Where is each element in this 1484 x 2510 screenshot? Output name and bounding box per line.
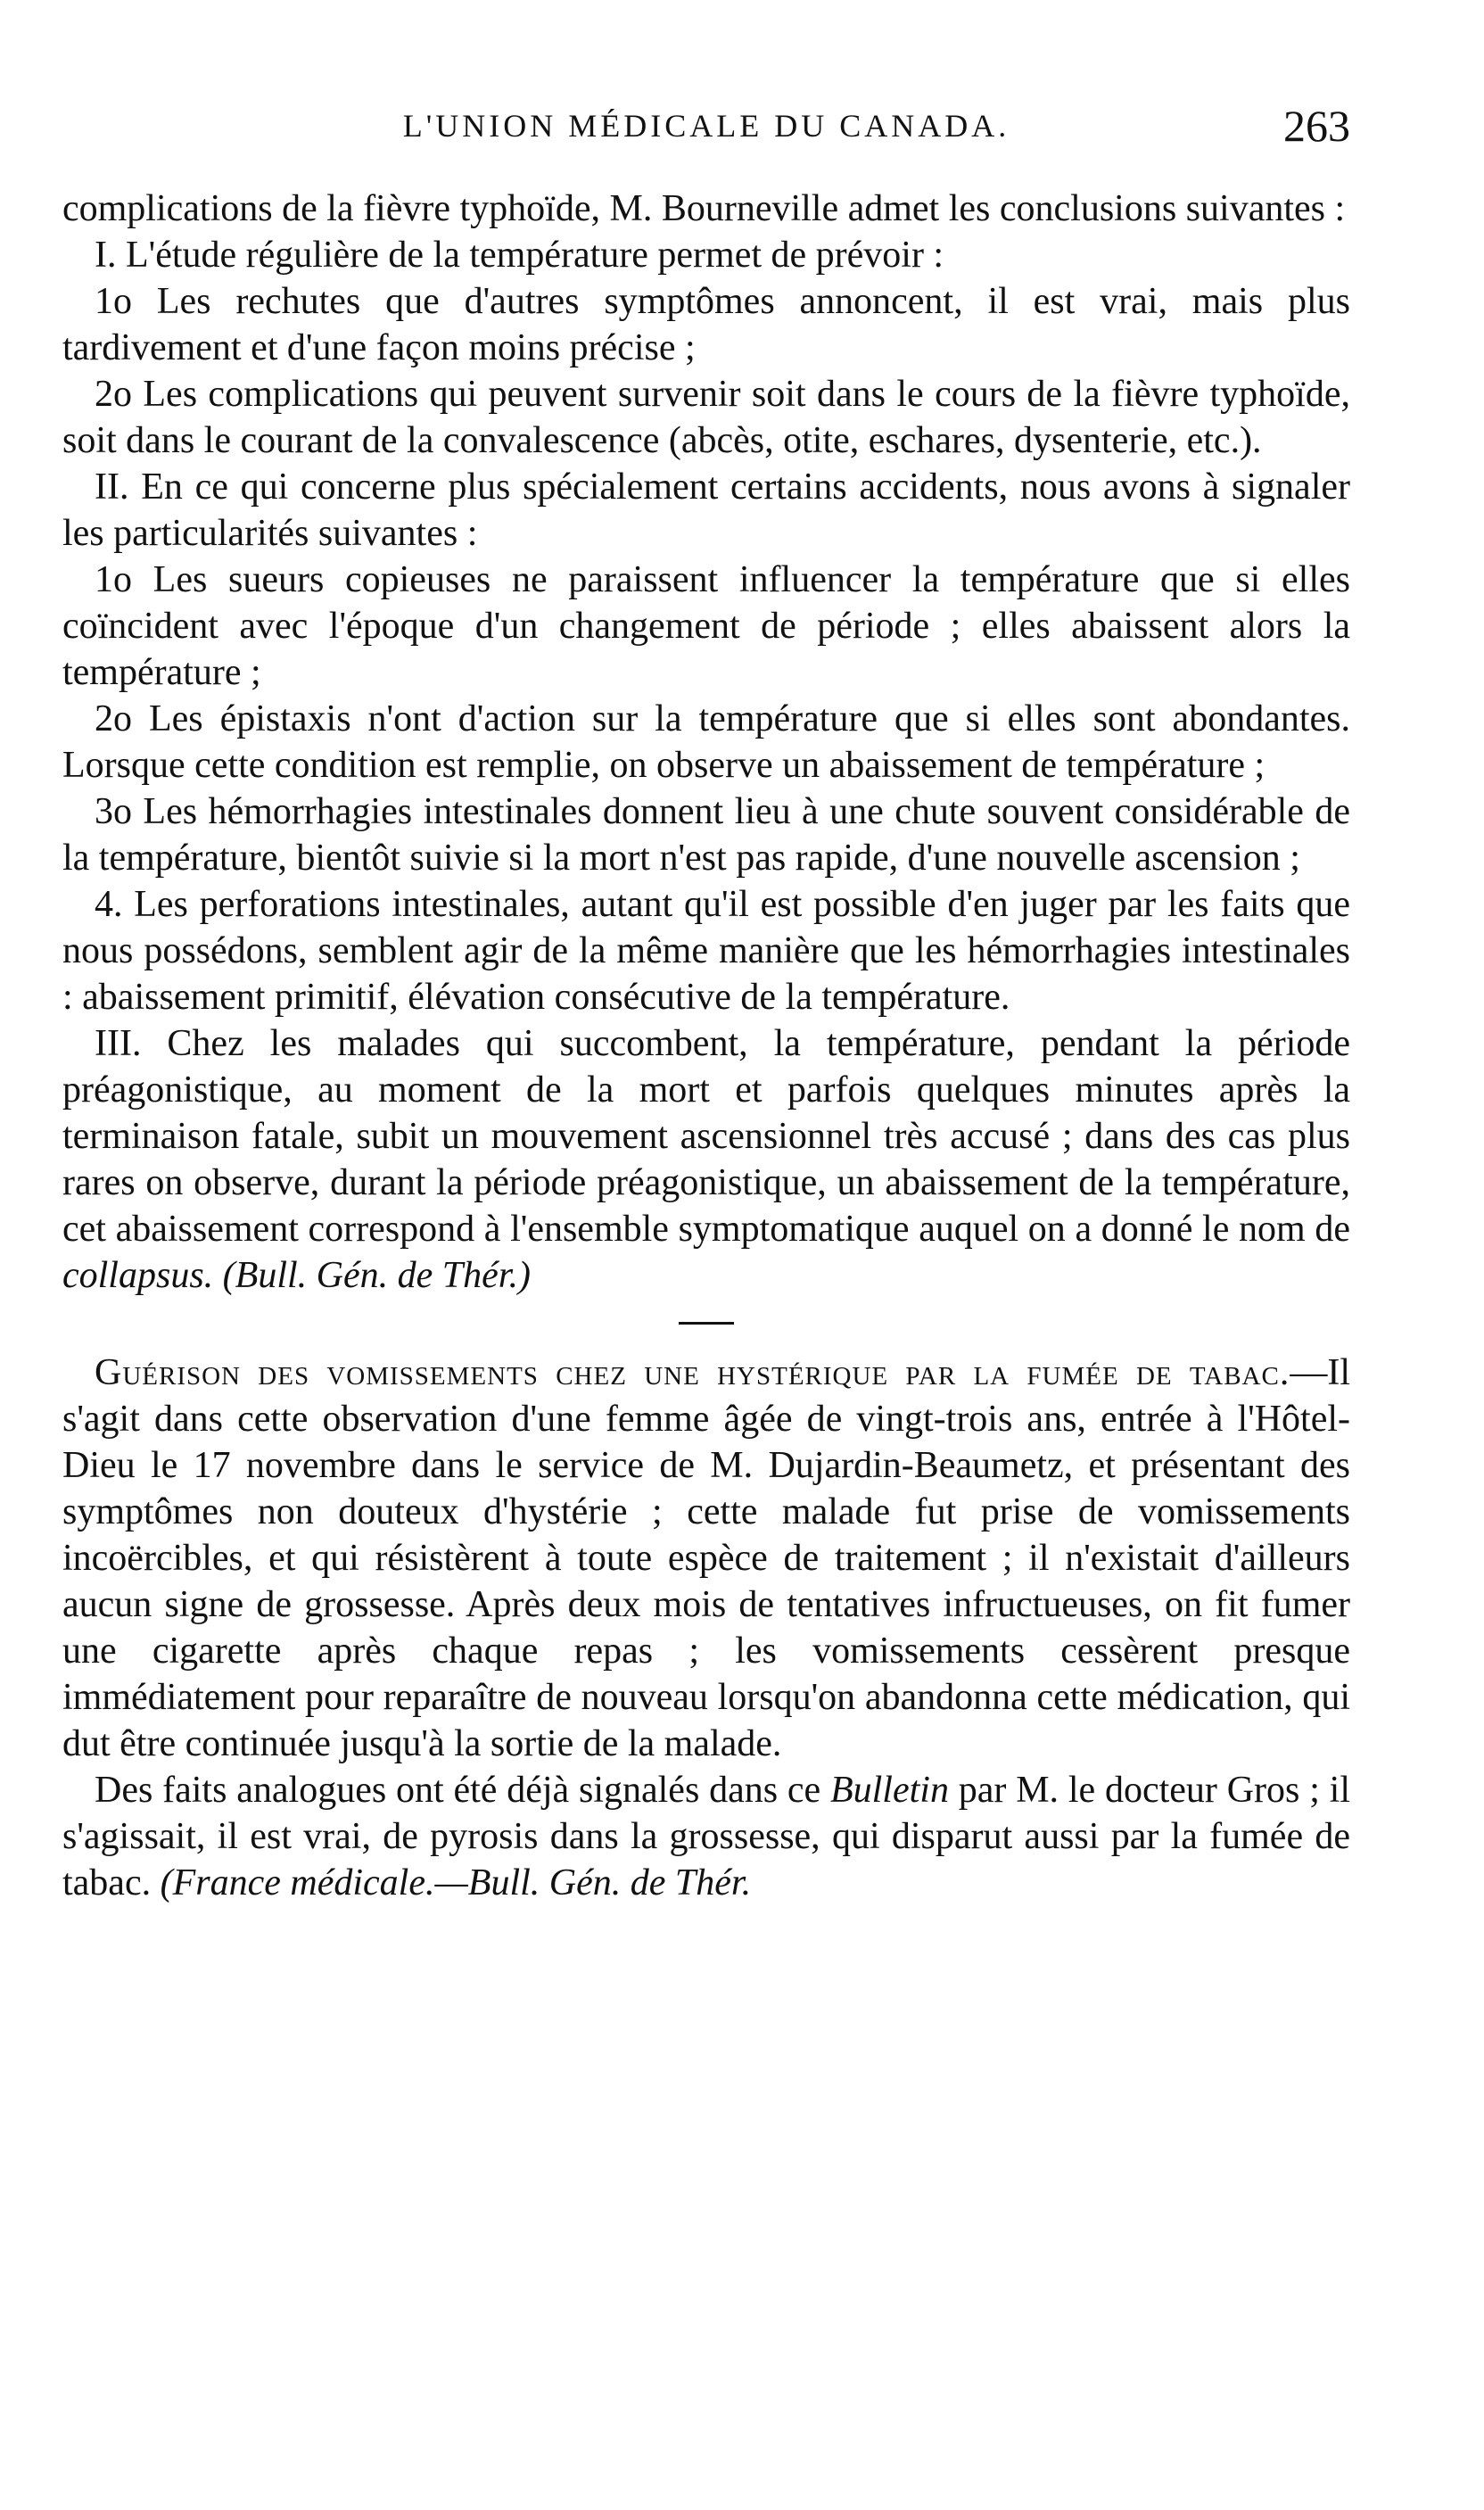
page-number: 263	[1283, 101, 1350, 151]
body-text	[62, 186, 1350, 1906]
section-3-paragraph	[62, 1020, 1350, 1299]
article-2-source: (France médicale.—Bull. Gén. de Thér.	[160, 1862, 752, 1903]
section-2-item-1: 1o Les sueurs copieuses ne paraissent influencer la température que si elles coïncident avec l'époque d'un changement de période ; elles abaissent alors la température ;	[62, 559, 1350, 693]
book-page	[62, 101, 1351, 1906]
article-2-paragraph-1	[62, 1350, 1350, 1767]
article-2-p2-start: Des faits analogues ont été déjà signalés dans ce	[95, 1770, 821, 1811]
section-divider	[679, 1322, 734, 1325]
article-2-p2-end: par M. le docteur Gros ; il s'agissait, il est vrai, de pyrosis dans la grossesse, qui disparut aussi par la fumée de tabac.	[62, 1770, 1351, 1903]
section-1-item-2: 2o Les complications qui peuvent survenir soit dans le cours de la fièvre typhoïde, soit dans le courant de la convalescence (abcès, otite, eschares, dysenterie, etc.).	[62, 374, 1350, 461]
running-title: L'UNION MÉDICALE DU CANADA.	[402, 108, 1010, 144]
intro-paragraph: complications de la fièvre typhoïde, M. Bourneville admet les conclusions suivantes :	[62, 188, 1346, 229]
section-3-text: III. Chez les malades qui succombent, la température, pendant la période préagonistique, au moment de la mort et parfois quelques minutes après la terminaison fatale, subit un mouvement ascensionnel très accusé ; dans des cas plus rares on observe, durant la période préagonistique, un abaissement de la température, cet abaissement correspond à l'ensemble symptomatique auquel on a donné le nom de	[62, 1023, 1350, 1250]
section-2-item-2: 2o Les épistaxis n'ont d'action sur la température que si elles sont abondantes. Lorsque cette condition est remplie, on observe un abaissement de température ;	[62, 698, 1350, 786]
section-2-item-4: 4. Les perforations intestinales, autant qu'il est possible d'en juger par les faits que nous possédons, semblent agir de la même manière que les hémorrhagies intestinales : abaissement primitif, élévation consécutive de la température.	[62, 884, 1350, 1018]
collapsus-term: collapsus.	[62, 1255, 214, 1296]
section-2-heading: II. En ce qui concerne plus spécialement certains accidents, nous avons à signaler les particularités suivantes :	[62, 466, 1350, 554]
article-2-text: —Il s'agit dans cette observation d'une femme âgée de vingt-trois ans, entrée à l'Hôtel-Dieu le 17 novembre dans le service de M. Dujardin-Beaumetz, et présentant des symptômes non douteux d'hystérie ; cette malade fut prise de vomissements incoërcibles, et qui résistèrent à toute espèce de traitement ; il n'existait d'ailleurs aucun signe de grossesse. Après deux mois de tentatives infructueuses, on fit fumer une cigarette après chaque repas ; les vomissements cessèrent presque immédiatement pour reparaître de nouveau lorsqu'on abandonna cette médication, qui dut être continuée jusqu'à la sortie de la malade.	[62, 1352, 1350, 1764]
article-2-title: Guérison des vomissements chez une hystérique par la fumée de tabac.	[95, 1352, 1290, 1393]
section-1-item-1: 1o Les rechutes que d'autres symptômes annoncent, il est vrai, mais plus tardivement et d'une façon moins précise ;	[62, 281, 1350, 368]
section-3-source: (Bull. Gén. de Thér.)	[222, 1255, 531, 1296]
article-2-paragraph-2	[62, 1767, 1350, 1906]
section-2-item-3: 3o Les hémorrhagies intestinales donnent lieu à une chute souvent considérable de la température, bientôt suivie si la mort n'est pas rapide, d'une nouvelle ascension ;	[62, 791, 1350, 879]
bulletin-title: Bulletin	[829, 1770, 949, 1811]
running-head	[62, 101, 1350, 169]
section-1-heading: I. L'étude régulière de la température permet de prévoir :	[95, 235, 944, 276]
